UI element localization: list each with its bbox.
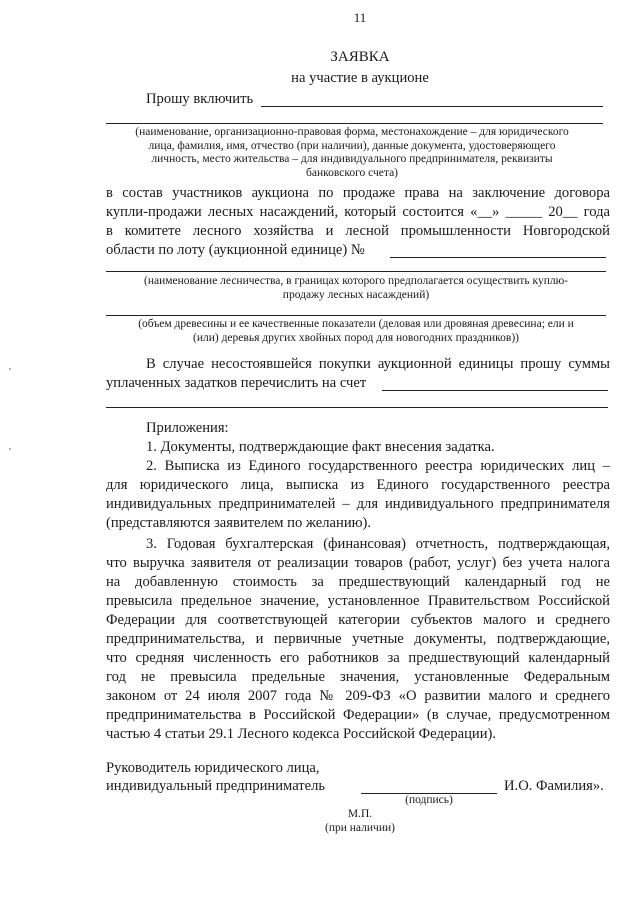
auction-paragraph-line: в состав участников аукциона по продаже права на заключение договора xyxy=(106,185,610,201)
attachment-2-line: 2. Выписка из Единого государственного реестра юридических лиц – xyxy=(146,458,610,474)
forestry-field-line xyxy=(106,271,606,272)
lot-number-line xyxy=(390,257,606,258)
attachments-heading: Приложения: xyxy=(146,420,229,436)
attachment-1: 1. Документы, подтверждающие факт внесения задатка. xyxy=(146,439,495,455)
forestry-caption: (наименование лесничества, в границах которого предполагается осуществить куплю- продажу лесных насаждений) xyxy=(143,275,569,301)
seal-note: (при наличии) xyxy=(325,822,395,834)
signatory-role: индивидуальный предприниматель xyxy=(106,778,326,794)
signature-caption: (подпись) xyxy=(405,794,453,806)
auction-paragraph-line: области по лоту (аукционной единице) № xyxy=(106,242,365,258)
auction-paragraph-line: купли-продажи лесных насаждений, который состоится «__» _____ 20__ года xyxy=(106,204,610,220)
wood-caption: (объем древесины и ее качественные показатели (деловая или дровяная древесина; ели и (или) деревья других хвойных пород для новогодних праздников)) xyxy=(138,318,574,344)
seal-label: М.П. xyxy=(347,808,373,820)
refund-paragraph-line: уплаченных задатков перечислить на счет xyxy=(106,375,367,391)
signatory-name: И.О. Фамилия». xyxy=(504,778,604,794)
auction-paragraph-line: в комитете лесного хозяйства и лесной промышленности Новгородской xyxy=(106,223,610,239)
attachment-3-line: 3. Годовая бухгалтерская (финансовая) отчетность, подтверждающая, xyxy=(146,536,610,552)
refund-paragraph-line: В случае несостоявшейся покупки аукционной единицы прошу суммы xyxy=(146,356,610,372)
wood-field-line xyxy=(106,315,606,316)
document-subtitle: на участие в аукционе xyxy=(291,70,429,86)
attachment-3-line: на добавленную стоимость за предшествующий календарный год не xyxy=(106,574,610,590)
attachment-3-line: что средняя численность его работников за предшествующий календарный xyxy=(106,650,610,666)
signatory-role: Руководитель юридического лица, xyxy=(106,760,320,776)
scan-artifact xyxy=(9,448,11,450)
attachment-3-line: предпринимательства в Российской Федерации» (в случае, предусмотренном xyxy=(106,707,610,723)
attachment-3-line: законом от 24 июля 2007 года № 209-ФЗ «О развитии малого и среднего xyxy=(106,688,610,704)
document-title: ЗАЯВКА xyxy=(330,49,390,65)
attachment-3-line: превысила предельное значение, установленное Правительством Российской xyxy=(106,593,610,609)
request-label: Прошу включить xyxy=(146,91,254,107)
attachment-3-line: частью 4 статьи 29.1 Лесного кодекса Российской Федерации). xyxy=(106,726,497,742)
attachment-3-line: год не превысила предельные значения, установленные Федеральным xyxy=(106,669,610,685)
attachment-3-line: что выручка заявителя от реализации товаров (работ, услуг) без учета налога xyxy=(106,555,610,571)
scan-artifact xyxy=(9,368,11,370)
attachment-2-line: (представляются заявителем по желанию). xyxy=(106,515,372,531)
page-number: 11 xyxy=(353,10,367,25)
attachment-2-line: для юридического лица, выписка из Единого государственного реестра xyxy=(106,477,610,493)
attachment-3-line: предпринимательства, и первичные учетные документы, подтверждающие, xyxy=(106,631,610,647)
applicant-field-line xyxy=(261,106,603,107)
account-field-line-2 xyxy=(106,407,608,408)
attachment-2-line: индивидуальных предпринимателей – для индивидуального предпринимателя xyxy=(106,496,610,512)
attachment-3-line: Федерации для соответствующей категории субъектов малого и среднего xyxy=(106,612,610,628)
applicant-field-line-2 xyxy=(106,123,603,124)
account-field-line xyxy=(382,390,608,391)
applicant-caption: (наименование, организационно-правовая форма, местонахождение – для юридического лица, фамилия, имя, отчество (при наличии), данные документа, удостоверяющего личность, место жительства – для индивидуального предпринимателя, реквизиты банковского счета) xyxy=(135,126,569,179)
